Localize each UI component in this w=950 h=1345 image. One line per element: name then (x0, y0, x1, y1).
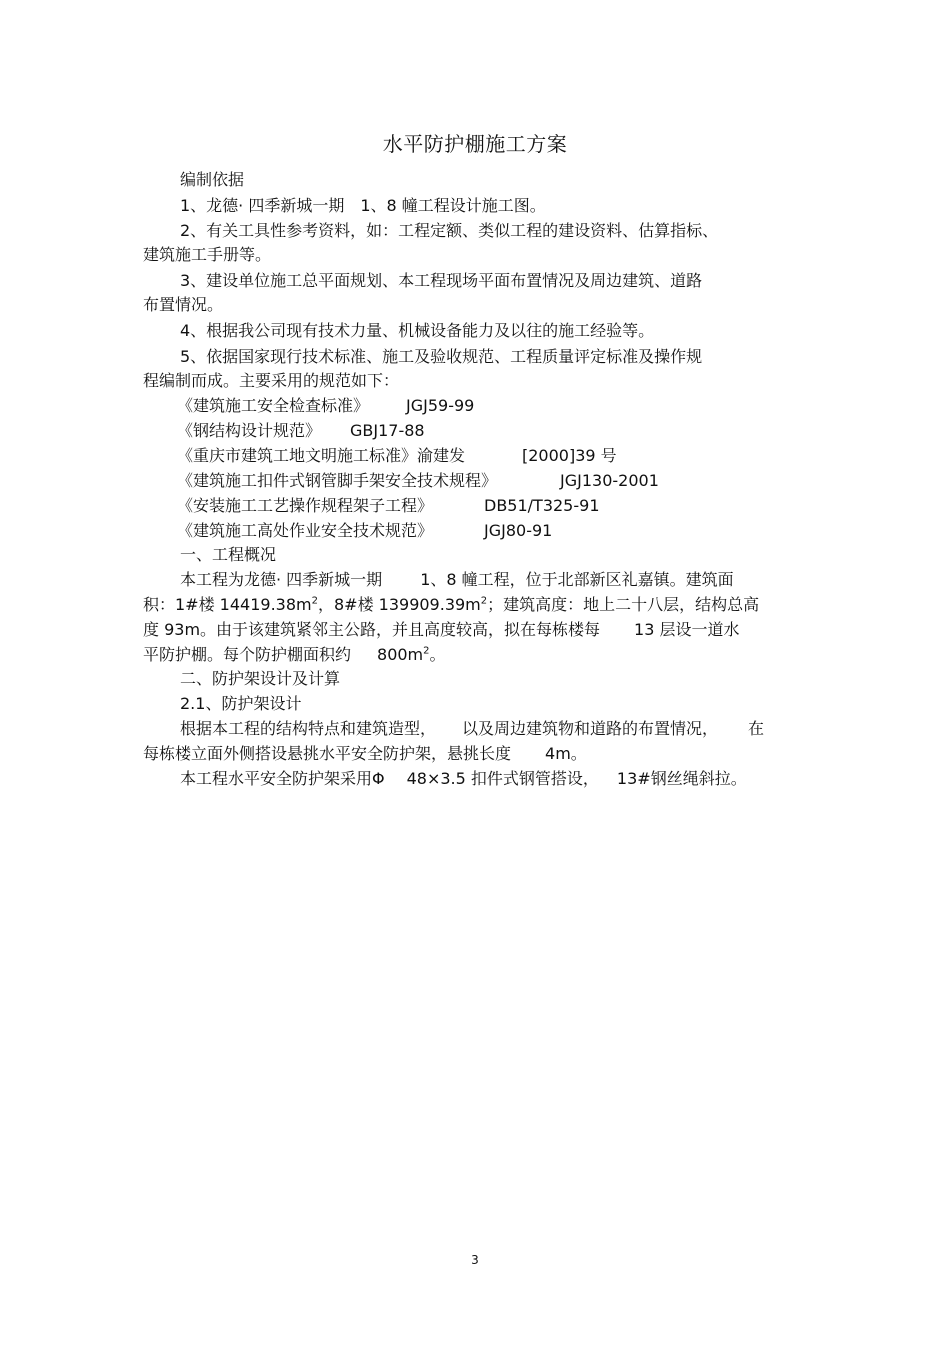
superscript: 2 (480, 595, 488, 607)
design-text: 根据本工程的结构特点和建筑造型， (180, 719, 437, 738)
standard-name: 《建筑施工高处作业安全技术规范》 (177, 521, 434, 540)
design-text: 48×3.5 扣件式钢管搭设， (406, 769, 599, 788)
standard-name: 《重庆市建筑工地文明施工标准》渝建发 (177, 446, 466, 465)
heading-overview: 一、工程概况 (180, 545, 277, 564)
design-text: 每栋楼立面外侧搭设悬挑水平安全防护架，悬挑长度 (143, 744, 512, 763)
overview-text: ；建筑高度：地上二十八层，结构总高 (487, 595, 760, 614)
standard-code: [2000]39 号 (522, 446, 617, 465)
overview-line-4 (143, 643, 446, 667)
overview-text: 本工程为龙德· 四季新城一期 (180, 570, 383, 589)
overview-text: 13 层设一道水 (634, 620, 740, 639)
overview-text: 800m (377, 645, 424, 664)
basis-item-2: 2、有关工具性参考资料，如：工程定额、类似工程的建设资料、估算指标、 (180, 221, 719, 240)
standard-name: 《建筑施工安全检查标准》 (177, 396, 370, 415)
design-line-1 (180, 717, 764, 741)
design-text: 4m。 (545, 744, 587, 763)
overview-text: 。 (429, 645, 446, 664)
standard-name: 《建筑施工扣件式钢管脚手架安全技术规程》 (177, 471, 498, 490)
overview-text: 平防护棚。每个防护棚面积约 (143, 645, 352, 664)
standard-code: GBJ17-88 (350, 421, 425, 440)
standard-name: 《安装施工工艺操作规程架子工程》 (177, 496, 434, 515)
design-line-3 (180, 767, 747, 791)
heading-design-sub: 2.1、防护架设计 (180, 694, 302, 713)
design-text: 13#钢丝绳斜拉。 (616, 769, 747, 788)
overview-text: 1、8 幢工程，位于北部新区礼嘉镇。建筑面 (420, 570, 734, 589)
overview-line-2 (143, 593, 759, 617)
overview-text: 度 93m。由于该建筑紧邻主公路，并且高度较高，拟在每栋楼每 (143, 620, 601, 639)
overview-line-1 (180, 568, 734, 592)
heading-basis: 编制依据 (180, 170, 245, 189)
overview-text: ，8#楼 139909.39m (317, 595, 481, 614)
overview-line-3 (143, 618, 740, 642)
superscript: 2 (423, 645, 430, 657)
page-number: 3 (471, 1253, 479, 1267)
design-text: 在 (748, 719, 765, 738)
heading-design: 二、防护架设计及计算 (180, 669, 341, 688)
standard-code: DB51/T325-91 (484, 496, 600, 515)
overview-text: 积：1#楼 14419.38m (143, 595, 312, 614)
basis-item-3: 3、建设单位施工总平面规划、本工程现场平面布置情况及周边建筑、道路 (180, 271, 703, 290)
superscript: 2 (311, 595, 318, 607)
basis-item-3-cont: 布置情况。 (143, 295, 224, 314)
standard-code: JGJ59-99 (406, 396, 475, 415)
basis-item-2-cont: 建筑施工手册等。 (143, 245, 272, 264)
standard-name: 《钢结构设计规范》 (177, 421, 322, 440)
standard-code: JGJ80-91 (484, 521, 553, 540)
basis-item-5-cont: 程编制而成。主要采用的规范如下： (143, 371, 400, 390)
document-title: 水平防护棚施工方案 (382, 132, 568, 156)
design-line-2 (143, 742, 587, 766)
design-text: 以及周边建筑物和道路的布置情况， (462, 719, 719, 738)
design-text: 本工程水平安全防护架采用Φ (180, 769, 385, 788)
standard-code: JGJ130-2001 (560, 471, 659, 490)
basis-item-5: 5、依据国家现行技术标准、施工及验收规范、工程质量评定标准及操作规 (180, 347, 703, 366)
basis-item-1: 1、龙德· 四季新城一期 1、8 幢工程设计施工图。 (180, 196, 546, 215)
basis-item-4: 4、根据我公司现有技术力量、机械设备能力及以往的施工经验等。 (180, 321, 655, 340)
